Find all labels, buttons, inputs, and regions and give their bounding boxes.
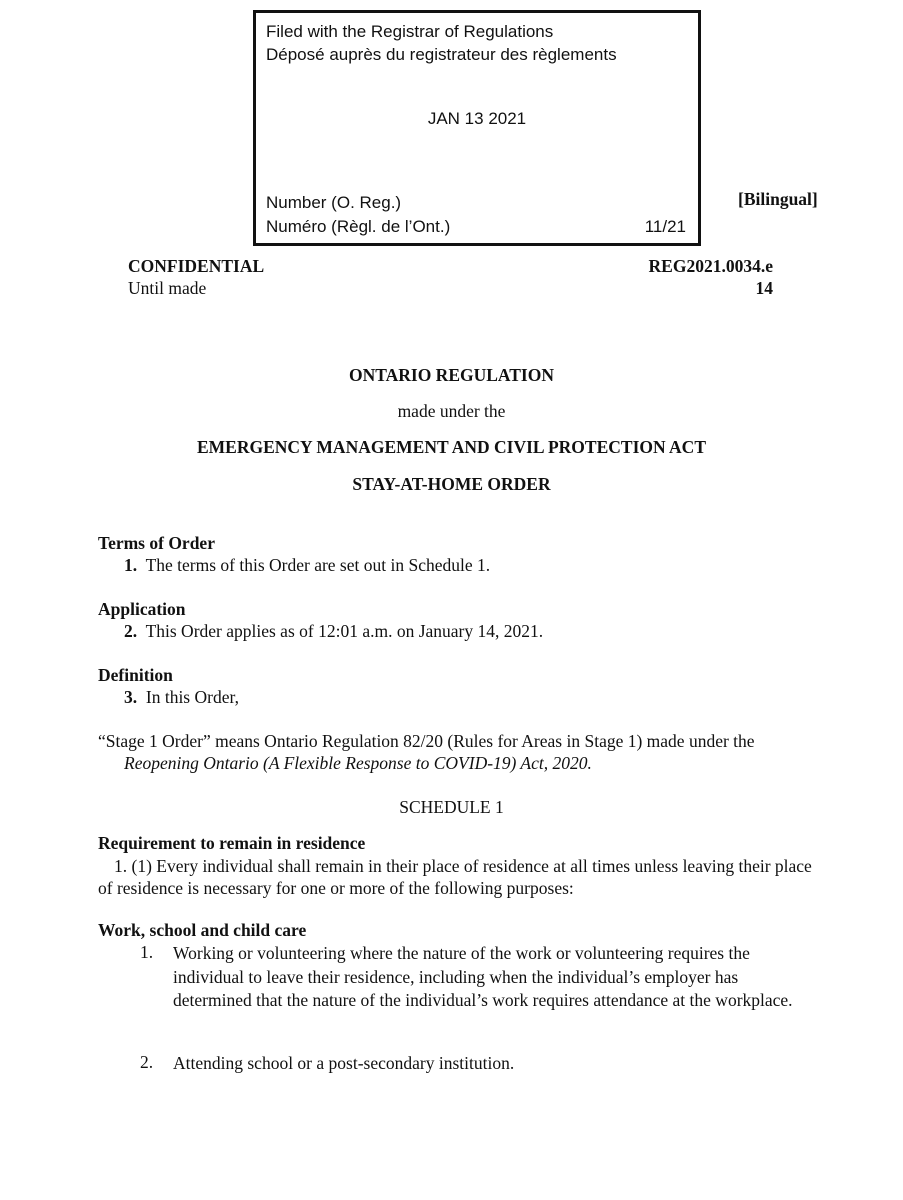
stamp-number-value: 11/21 bbox=[644, 217, 686, 236]
page-number: 14 bbox=[755, 278, 773, 298]
stamp-number-en: Number (O. Reg.) bbox=[266, 193, 402, 212]
list-item-text: Working or volunteering where the nature of the work or volunteering requires the individual to leave their residence, including when the individual’s employer has determined that the nature of the individual’s work requires attendance at the workplace. bbox=[173, 943, 793, 1010]
section-2 bbox=[124, 621, 543, 642]
until-made-label: Until made bbox=[128, 278, 207, 298]
act-title: EMERGENCY MANAGEMENT AND CIVIL PROTECTION ACT bbox=[196, 437, 706, 457]
section-text: The terms of this Order are set out in Schedule 1. bbox=[145, 555, 491, 575]
section-number: 2. bbox=[124, 621, 138, 641]
bilingual-label: [Bilingual] bbox=[738, 189, 818, 209]
regulation-title: ONTARIO REGULATION bbox=[348, 365, 554, 385]
reg-code: REG2021.0034.e bbox=[648, 256, 773, 276]
work-heading: Work, school and child care bbox=[98, 920, 307, 940]
stamp-number-fr: Numéro (Règl. de l’Ont.) bbox=[266, 217, 451, 236]
section-text: In this Order, bbox=[145, 687, 239, 707]
confidential-label: CONFIDENTIAL bbox=[128, 256, 265, 276]
section-text: This Order applies as of 12:01 a.m. on January 14, 2021. bbox=[145, 621, 544, 641]
list-item-text: Attending school or a post-secondary institution. bbox=[173, 1053, 515, 1073]
application-heading: Application bbox=[98, 599, 186, 619]
schedule-title: SCHEDULE 1 bbox=[399, 797, 504, 817]
list-item-number: 1. bbox=[140, 942, 154, 962]
section-3 bbox=[124, 687, 239, 708]
made-under-text: made under the bbox=[397, 401, 506, 421]
requirement-heading: Requirement to remain in residence bbox=[98, 833, 366, 853]
terms-heading: Terms of Order bbox=[98, 533, 215, 553]
definition-heading: Definition bbox=[98, 665, 173, 685]
order-title: STAY-AT-HOME ORDER bbox=[352, 474, 551, 494]
stamp-filed-fr: Déposé auprès du registrateur des règlements bbox=[266, 45, 617, 64]
section-number: 1. bbox=[124, 555, 138, 575]
registrar-stamp bbox=[253, 10, 701, 246]
stamp-filed-en: Filed with the Registrar of Regulations bbox=[266, 22, 554, 41]
section-1 bbox=[124, 555, 490, 576]
list-item-number: 2. bbox=[140, 1052, 154, 1072]
stamp-date: JAN 13 2021 bbox=[427, 109, 527, 128]
requirement-text: 1. (1) Every individual shall remain in their place of residence at all times unless leaving their place of residence is necessary for one or more of the following purposes: bbox=[98, 856, 812, 898]
stage1-definition: “Stage 1 Order” means Ontario Regulation 82/20 (Rules for Areas in Stage 1) made under the bbox=[98, 731, 755, 751]
section-number: 3. bbox=[124, 687, 138, 707]
stage1-act: Reopening Ontario (A Flexible Response to COVID-19) Act, 2020. bbox=[124, 753, 592, 773]
